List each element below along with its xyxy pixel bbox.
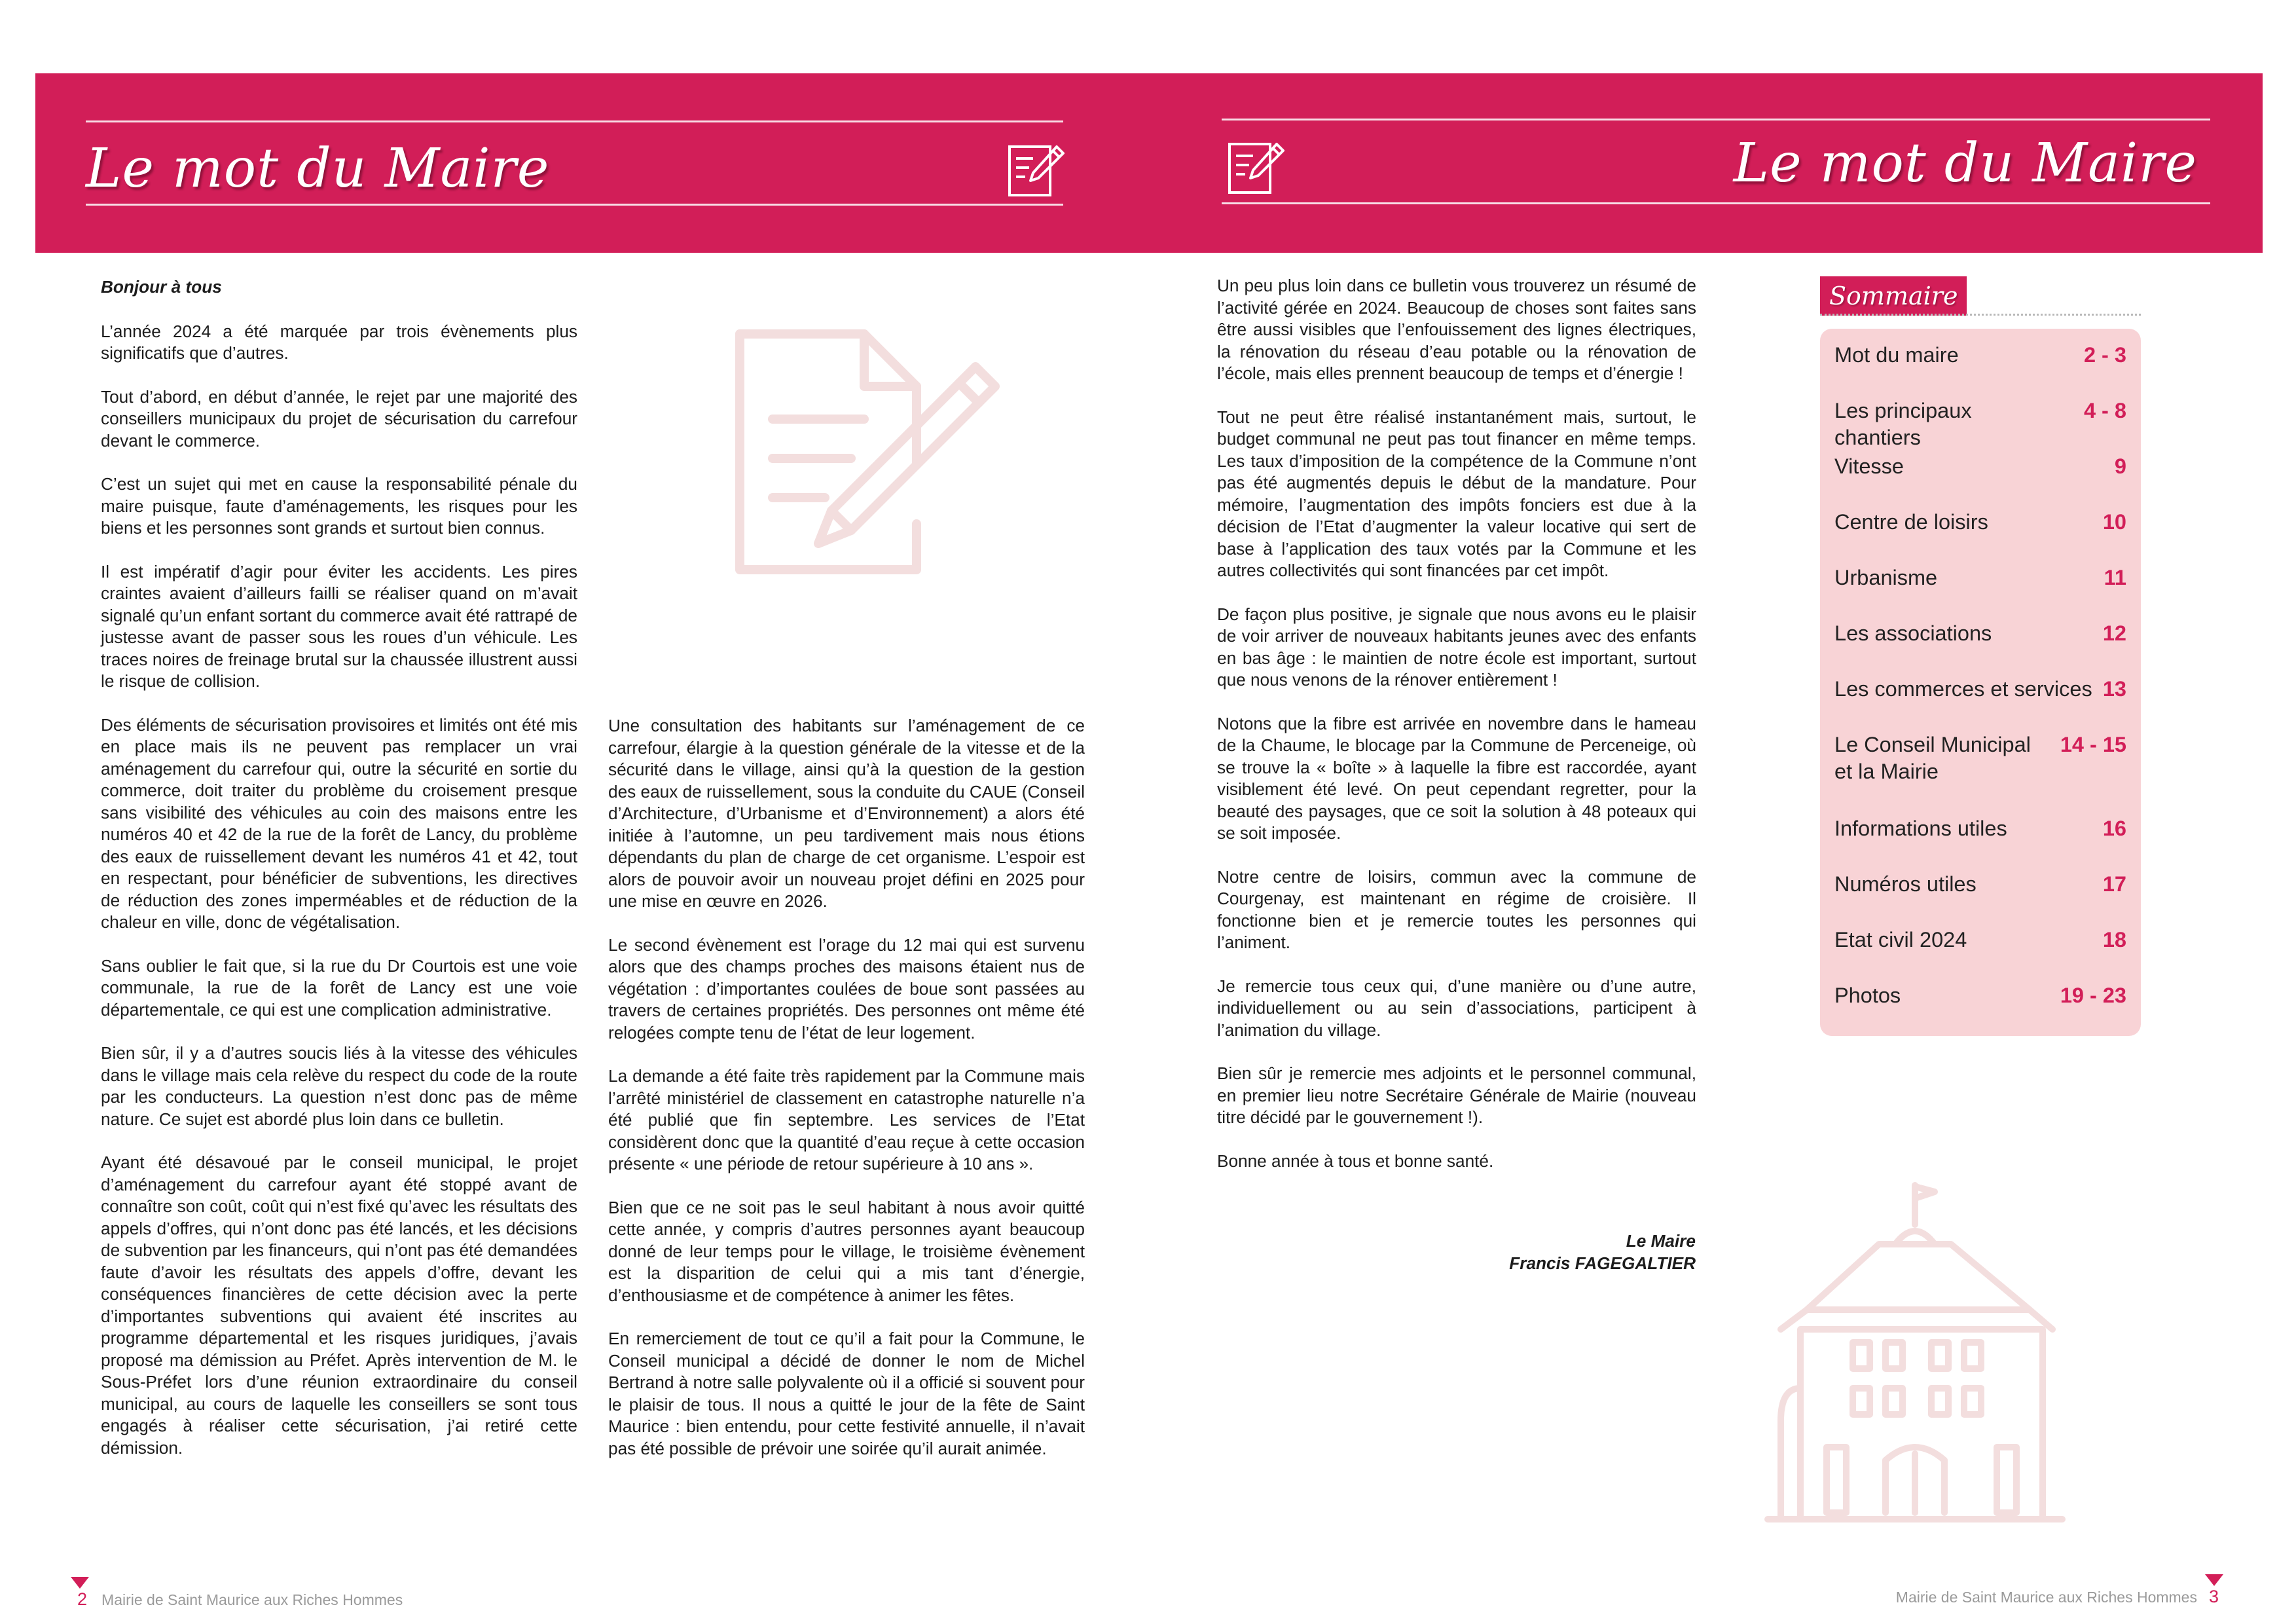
sommaire-item-label: Vitesse [1834,454,1904,478]
footer-org-right: Mairie de Saint Maurice aux Riches Hommes [1895,1589,2197,1606]
paragraph: Bien sûr je remercie mes adjoints et le personnel communal, en premier lieu notre Secrétaire Générale de Mairie (nouveau titre décidé par le gouvernement !). [1217,1063,1696,1127]
sommaire-item-pages: 4 - 8 [2083,399,2126,422]
paragraph: Une consultation des habitants sur l’aménagement de ce carrefour, élargie à la question générale de la vitesse et de la sécurité dans le village, ainsi qu’à la question de la gestion des eaux de ruissellement, sous la conduite du CAUE (Conseil d’Architecture, d’Urbanisme et d’Environnement) a alors été initiée à l’automne, un peu tardivement mais nous étions dépendants du plan de charge de cet organisme. L’espoir est alors de pouvoir avoir un nouveau projet défini en 2025 pour une mise en œuvre en 2026. [608,716,1085,911]
page-title-right: Le mot du Maire [1733,132,2197,194]
sommaire-item[interactable] [1834,871,2126,898]
sommaire-item[interactable] [1834,982,2126,1009]
paragraph: Des éléments de sécurisation provisoires et limités ont été mis en place mais ils ne peuvent pas remplacer un vrai aménagement du carrefour qui, outre la sécurité en sortie du commerce, doit traiter du problème du croisement presque sans visibilité des véhicules au coin des maisons entre les numéros 40 et 42 de la rue de la forêt de Lancy, du problème des eaux de ruissellement devant les numéros 41 et 42, tout en respectant, pour bénéficier de subventions, les directives de réduction des zones imperméables et de réduction de la chaleur en ville, donc de végétalisation. [101,714,577,932]
signature-name: Francis FAGEGALTIER [1509,1253,1696,1273]
sommaire-item-label: Centre de loisirs [1834,510,1988,534]
page-number-right: 3 [2208,1587,2219,1606]
edit-note-icon [1006,140,1066,200]
sommaire-box [1820,329,2141,1036]
sommaire-item-label: Les principaux chantiers [1834,399,1972,449]
paragraph: Bien que ce ne soit pas le seul habitant à nous avoir quitté cette année, y compris d’autres personnes ayant beaucoup donné de leur temps pour le village, le troisième évènement est la disparition de celui qui a mis tant d’énergie, d’enthousiasme et de compétence à animer les fêtes. [608,1197,1085,1305]
sommaire-item-label: Mot du maire [1834,343,1959,367]
paragraph: L’année 2024 a été marquée par trois évènements plus significatifs que d’autres. [101,321,577,363]
paragraph: Bien sûr, il y a d’autres soucis liés à la vitesse des véhicules dans le village mais cela relève du respect du code de la route par les conducteurs. La question n’est donc pas de même nature. Ce sujet est abordé plus loin dans ce bulletin. [101,1043,577,1129]
letter-column-1 [101,276,577,1481]
sommaire-item-label: Etat civil 2024 [1834,928,1967,951]
header-rule-top-right [1222,119,2210,120]
signature [1509,1230,1696,1274]
sommaire-item-label: Urbanisme [1834,566,1938,589]
sommaire-item-pages: 19 - 23 [2060,984,2126,1007]
signature-role: Le Maire [1626,1231,1696,1251]
page-number-left: 2 [77,1589,88,1609]
sommaire-item-pages: 9 [2114,454,2126,478]
notepad-pencil-icon [701,308,1015,583]
sommaire-item[interactable] [1834,815,2126,842]
paragraph: Il est impératif d’agir pour éviter les accidents. Les pires craintes avaient d’ailleurs failli se réaliser quand on m’avait signalé qu’un enfant sortant du commerce avait été rattrapé de justesse avant de passer sous les roues d’un véhicule. Les traces noires de freinage brutal sur la chaussée illustrent aussi le risque de collision. [101,561,577,691]
sommaire-item-pages: 18 [2102,928,2126,951]
paragraph: Le second évènement est l’orage du 12 mai qui est survenu alors que des champs proches des maisons étaient nus de végétation : d’importantes coulées de boue sont passées au travers de certaines propriétés. Des personnes ont même été relogées compte tenu de l’état de leur logement. [608,934,1085,1043]
letter-column-3 [1217,275,1696,1194]
header-banner [35,73,2263,253]
header-rule-top-left [86,120,1063,122]
sommaire-item-pages: 2 - 3 [2083,343,2126,367]
sommaire-item-pages: 10 [2102,510,2126,534]
sommaire-item-pages: 17 [2102,872,2126,896]
edit-note-icon [1226,138,1286,198]
sommaire-item[interactable] [1834,509,2126,536]
sommaire-item-label: Numéros utiles [1834,872,1977,896]
sommaire-item[interactable] [1834,676,2126,703]
sommaire-item-label: Les associations [1834,621,1992,645]
paragraph: Un peu plus loin dans ce bulletin vous trouverez un résumé de l’activité gérée en 2024. Beaucoup de choses sont faites sans être aussi visibles que l’enfouissement des lignes électriques, la rénovation du réseau d’eau potable ou la rénovation de l’école, mais elles prennent beaucoup de temps et d’énergie ! [1217,276,1696,383]
sommaire-divider [1820,314,2141,316]
sommaire-item-label: Photos [1834,984,1901,1007]
paragraph: Bonne année à tous et bonne santé. [1217,1151,1494,1171]
page-marker-icon [2205,1574,2223,1586]
sommaire-title: Sommaire [1820,276,1967,316]
sommaire-item[interactable] [1834,731,2126,785]
page-marker-icon [71,1577,89,1589]
sommaire-item-label: Les commerces et services [1834,677,2092,701]
paragraph: Notre centre de loisirs, commun avec la commune de Courgenay, est maintenant en régime de croisière. Il fonctionne bien et je remercie toutes les personnes qui l’animent. [1217,866,1696,952]
sommaire-item[interactable] [1834,342,2126,369]
paragraph: Tout ne peut être réalisé instantanément mais, surtout, le budget communal ne peut pas tout financer en même temps. Les taux d’imposition de la compétence de la Commune n’ont pas été augmentés depuis le début de la mandature. Pour mémoire, l’augmentation des impôts fonciers est due à la décision de l’Etat d’augmenter la valeur locative qui sert de base à l’application des taux votés par la Commune et les autres collectivités qui sont financées par cet impôt. [1217,407,1696,580]
sommaire-item[interactable] [1834,564,2126,591]
sommaire-item[interactable] [1834,453,2126,480]
header-rule-bottom-left [86,204,1063,206]
sommaire-item-pages: 14 - 15 [2060,733,2126,756]
footer-left [77,1589,403,1610]
paragraph: Sans oublier le fait que, si la rue du Dr Courtois est une voie communale, la rue de la forêt de Lancy est une voie départementale, ce qui est une complication administrative. [101,955,577,1020]
paragraph: Je remercie tous ceux qui, d’une manière ou d’une autre, individuellement ou au sein d’associations, participent à l’animation du village. [1217,976,1696,1040]
paragraph: Notons que la fibre est arrivée en novembre dans le hameau de la Chaume, le blocage par la Commune de Perceneige, où se trouve la « boîte » à laquelle la fibre est raccordée, ayant visiblement été levé. On peut cependant regretter, pour la beauté des paysages, que ce soit la solution à 48 poteaux qui se soit imposée. [1217,713,1696,843]
footer-org-left: Mairie de Saint Maurice aux Riches Hommes [101,1591,403,1608]
town-hall-icon [1755,1172,2069,1539]
paragraph: C’est un sujet qui met en cause la responsabilité pénale du maire puisque, faute d’aménagements, les risques pour les biens et les personnes sont grands et surtout bien connus. [101,474,577,538]
footer-right [1896,1587,2219,1607]
paragraph: Ayant été désavoué par le conseil municipal, le projet d’aménagement du carrefour ayant été stoppé avant de connaître son coût, coût qui n’est fixé qu’avec les résultats des appels d’offres, qui n’ont donc pas été lancés, et les décisions de subvention par les financeurs, qui n’ont pas été demandées faute d’avoir les résultats des appels d’offre, devant les conséquences financières de cette décision avec la perte d’importantes subventions qui avaient été inscrites au programme départemental et les risques juridiques, j’avais proposé ma démission au Préfet. Après intervention de M. le Sous-Préfet lors d’une réunion extraordinaire du conseil municipal, au cours de laquelle les conseillers se sont tous engagés à réaliser cette sécurisation, j’ai retiré cette démission. [101,1153,577,1458]
header-rule-bottom-right [1222,202,2210,204]
paragraph: De façon plus positive, je signale que nous avons eu le plaisir de voir arriver de nouveaux habitants jeunes avec des enfants en bas âge : le maintien de notre école est important, surtout que nous venons de la rénover entièrement ! [1217,604,1696,690]
paragraph: La demande a été faite très rapidement par la Commune mais l’arrêté ministériel de classement en catastrophe naturelle n’a été publié que fin septembre. Les services de l’Etat considèrent donc que la quantité d’eau reçue à cette occasion présente « une période de retour supérieure à 10 ans ». [608,1066,1085,1173]
sommaire-item-label: Le Conseil Municipal et la Mairie [1834,733,2031,783]
sommaire-item-pages: 13 [2102,677,2126,701]
sommaire-item[interactable] [1834,397,2126,451]
sommaire-item[interactable] [1834,927,2126,953]
sommaire-item-pages: 12 [2102,621,2126,645]
letter-column-2 [608,715,1085,1481]
greeting: Bonjour à tous [101,277,222,297]
paragraph: En remerciement de tout ce qu’il a fait pour la Commune, le Conseil municipal a décidé de donner le nom de Michel Bertrand à notre salle polyvalente où il a officié si souvent pour le plaisir de tous. Il nous a quitté le jour de la fête de Saint Maurice : bien entendu, pour cette festivité annuelle, il n’avait pas été possible de prévoir une soirée qu’il aurait animée. [608,1329,1085,1458]
sommaire-item-label: Informations utiles [1834,817,2007,840]
sommaire-item[interactable] [1834,620,2126,647]
paragraph: Tout d’abord, en début d’année, le rejet par une majorité des conseillers municipaux du projet de sécurisation du carrefour devant le commerce. [101,386,577,451]
sommaire-item-pages: 11 [2104,566,2126,589]
page-title-left: Le mot du Maire [86,138,550,200]
sommaire-item-pages: 16 [2102,817,2126,840]
